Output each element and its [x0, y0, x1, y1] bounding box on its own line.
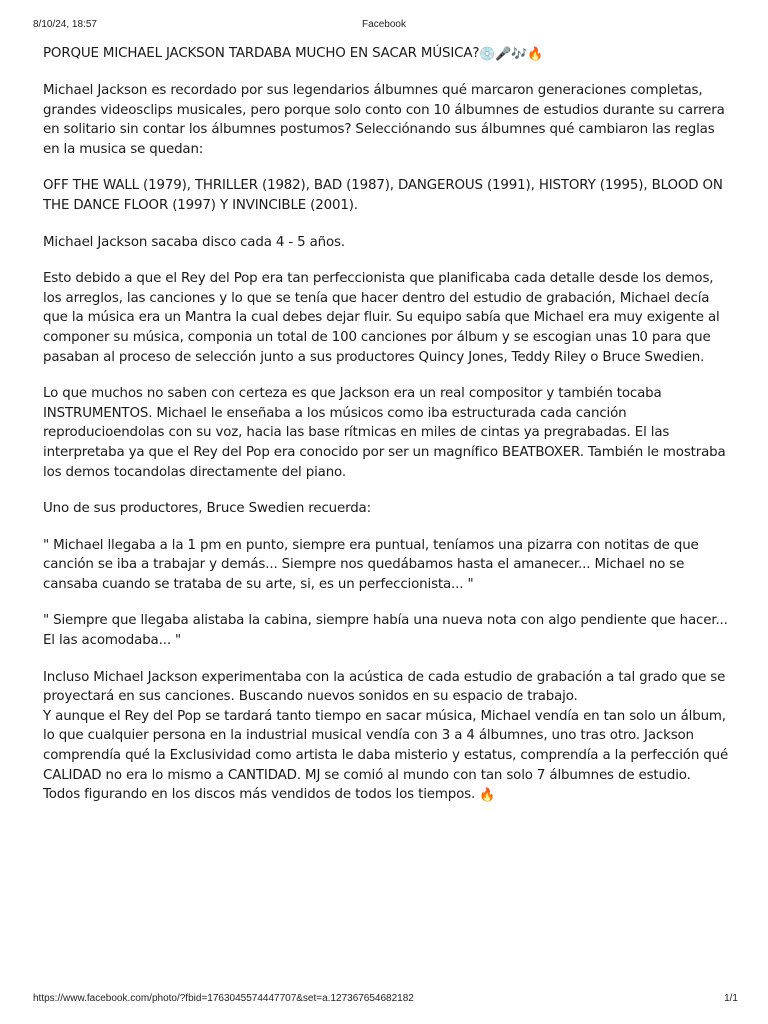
post-paragraph-conclusion-text: Y aunque el Rey del Pop se tardará tanto tiempo en sacar música, Michael vendía en tan solo un álbum, lo que cualquier persona en la industrial musical vendía con 3 a 4 álbumnes, uno tras otro. Jackson comprendía qué la Exclusividad como artista le daba misterio y estatus, comprendía a la perfección qué CALIDAD no era lo mismo a CANTIDAD. MJ se comió al mundo con tan solo 7 álbumnes de estudio. Todos figurando en los discos más vendidos de todos los tiempos.	[43, 708, 729, 803]
fire-icon: 🔥	[479, 788, 496, 804]
post-paragraph-conclusion	[43, 707, 731, 805]
print-footer	[0, 993, 768, 1007]
post-paragraph-instruments: Lo que muchos no saben con certeza es que Jackson era un real compositor y también tocaba INSTRUMENTOS. Michael le enseñaba a los músicos como iba estructurada cada canción reproducioendolas con su voz, hacia las base rítmicas en miles de cintas ya pregrabadas. El las interpretaba ya que el Rey del Pop era conocido por ser un magnífico BEATBOXER. También le mostraba los demos tocandolas directamente del piano.	[43, 386, 726, 480]
print-url: https://www.facebook.com/photo/?fbid=1763045574447707&set=a.127367654682182	[33, 993, 414, 1004]
post-paragraph-release-cycle: Michael Jackson sacaba disco cada 4 - 5 años.	[43, 234, 345, 250]
music-notes-icon: 🎶	[511, 47, 528, 62]
print-datetime: 8/10/24, 18:57	[33, 19, 97, 30]
post-paragraph-perfectionism: Esto debido a que el Rey del Pop era tan perfeccionista que planificaba cada detalle desde los demos, los arreglos, las canciones y lo que se tenía que hacer dentro del estudio de grabación, Michael decía que la música era un Mantra la cual debes dejar fluir. Su equipo sabía que Michael era muy exigente al componer su música, componia un total de 100 canciones por álbum y se escogian unas 10 para que pasaban al proceso de selección junto a sus productores Quincy Jones, Teddy Riley o Bruce Swedien.	[43, 271, 720, 365]
post-quote-1: " Michael llegaba a la 1 pm en punto, siempre era puntual, teníamos una pizarra con notitas de que canción se iba a trabajar y demás... Siempre nos quedábamos hasta el amanecer... Michael no se cansaba cuando se trataba de su arte, si, es un perfeccionista... "	[43, 537, 699, 592]
post-paragraph-intro: Michael Jackson es recordado por sus legendarios álbumnes qué marcaron generaciones completas, grandes videosclips musicales, pero porque solo conto con 10 álbumnes de estudios durante su carrera en solitario sin contar los álbumnes postumos? Selecciónando sus álbumnes qué cambiaron las reglas en la musica se quedan:	[43, 83, 725, 157]
post-paragraph-producer-intro: Uno de sus productores, Bruce Swedien recuerda:	[43, 501, 371, 517]
post-body	[43, 44, 731, 822]
post-quote-2: " Siempre que llegaba alistaba la cabina, siempre había una nueva nota con algo pendiente que hacer... El las acomodaba... "	[43, 613, 728, 649]
cd-icon: 💿	[479, 47, 496, 62]
fire-icon: 🔥	[527, 47, 544, 62]
print-header	[0, 19, 768, 33]
post-paragraph-albums: OFF THE WALL (1979), THRILLER (1982), BAD (1987), DANGEROUS (1991), HISTORY (1995), BLOOD ON THE DANCE FLOOR (1997) Y INVINCIBLE (2001).	[43, 178, 723, 213]
post-title-text: PORQUE MICHAEL JACKSON TARDABA MUCHO EN SACAR MÚSICA?	[43, 46, 480, 61]
post-paragraph-acoustics: Incluso Michael Jackson experimentaba con la acústica de cada estudio de grabación a tal grado que se proyectará en sus canciones. Buscando nuevos sonidos en su espacio de trabajo.	[43, 669, 726, 705]
print-page-number: 1/1	[724, 993, 738, 1004]
print-page-title: Facebook	[362, 19, 406, 30]
microphone-icon: 🎤	[495, 47, 512, 62]
post-title	[43, 44, 731, 64]
